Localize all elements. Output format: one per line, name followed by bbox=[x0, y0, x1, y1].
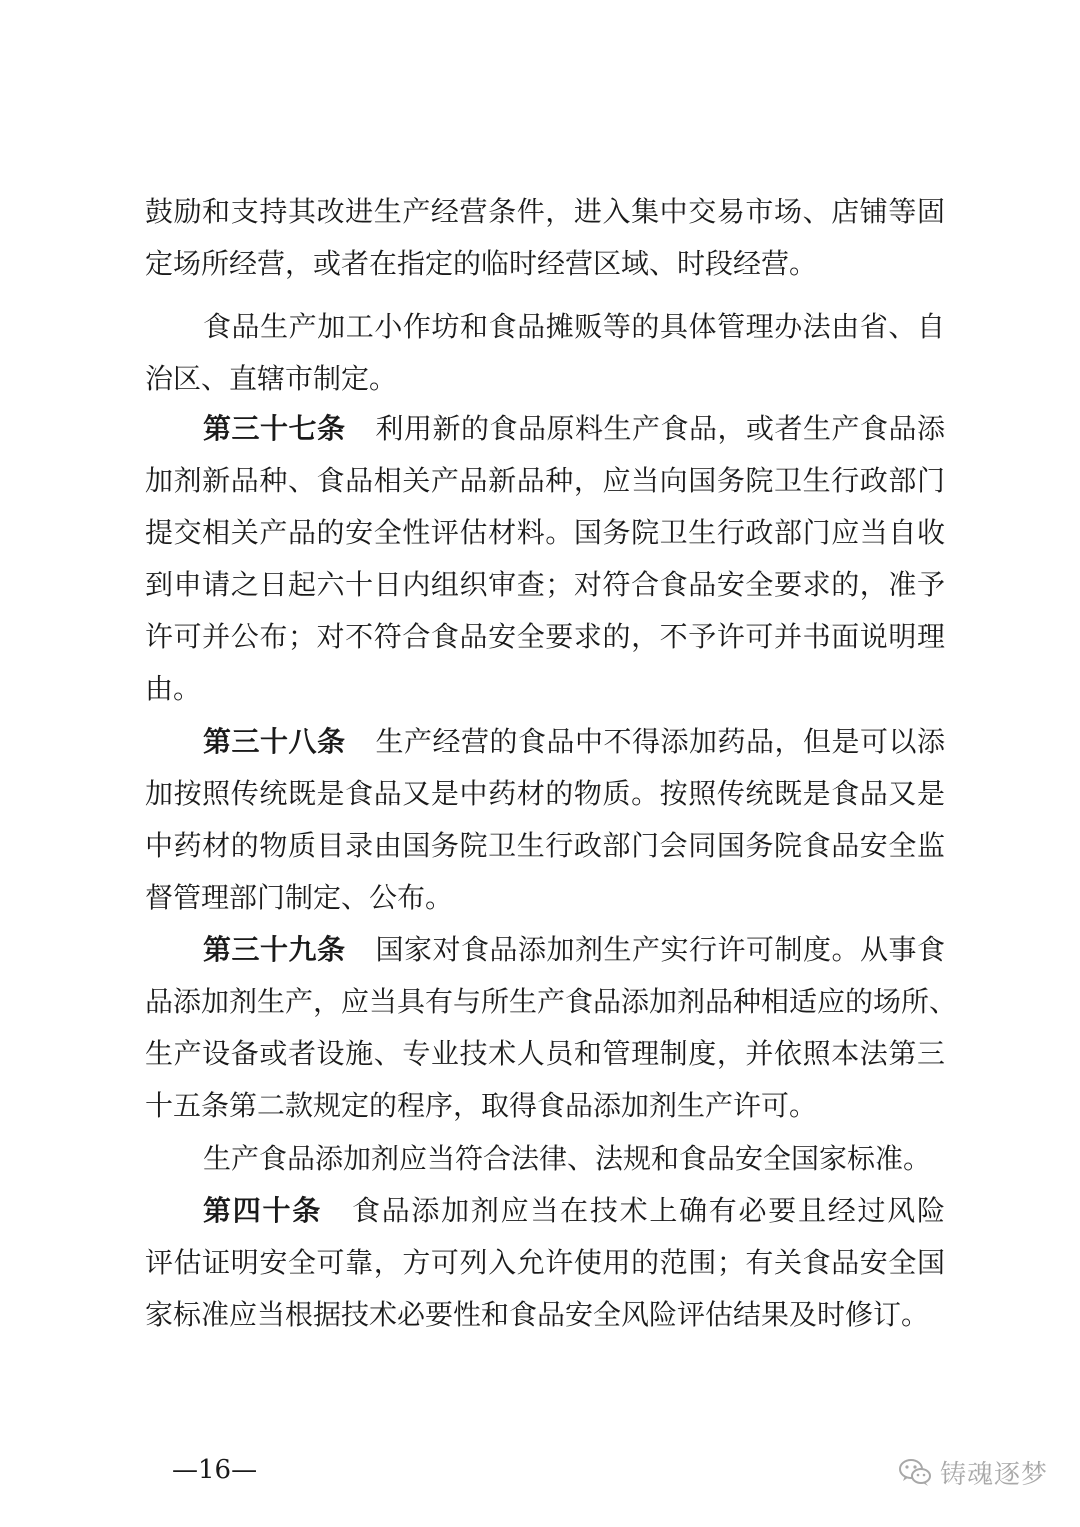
text-line: 治区、直辖市制定。 bbox=[145, 362, 398, 395]
text-segment: 生产经营的食品中不得添加药品，但是可以添 bbox=[375, 725, 945, 758]
text-line: 生产食品添加剂应当符合法律、法规和食品安全国家标准。 bbox=[203, 1142, 932, 1175]
text-line: 生产设备或者设施、专业技术人员和管理制度，并依照本法第三 bbox=[145, 1037, 945, 1070]
text-line: 十五条第二款规定的程序，取得食品添加剂生产许可。 bbox=[145, 1089, 818, 1122]
text-line: 加按照传统既是食品又是中药材的物质。按照传统既是食品又是 bbox=[145, 777, 945, 810]
text-line: 中药材的物质目录由国务院卫生行政部门会同国务院食品安全监 bbox=[145, 829, 945, 862]
text-line: 到申请之日起六十日内组织审查；对符合食品安全要求的，准予 bbox=[145, 568, 945, 601]
article-first-line bbox=[203, 407, 945, 451]
article-first-line bbox=[203, 928, 945, 972]
article-number: 第三十八条 bbox=[203, 725, 346, 758]
text-line: 提交相关产品的安全性评估材料。国务院卫生行政部门应当自收 bbox=[145, 516, 945, 549]
wechat-icon bbox=[898, 1457, 932, 1487]
watermark bbox=[898, 1450, 1048, 1494]
page-number: —16— bbox=[172, 1455, 258, 1485]
text-line: 评估证明安全可靠，方可列入允许使用的范围；有关食品安全国 bbox=[145, 1246, 945, 1279]
text-line: 家标准应当根据技术必要性和食品安全风险评估结果及时修订。 bbox=[145, 1298, 930, 1331]
watermark-text: 铸魂逐梦 bbox=[940, 1459, 1049, 1490]
article-number: 第四十条 bbox=[203, 1194, 322, 1227]
text-line: 由。 bbox=[145, 672, 202, 705]
text-line: 定场所经营，或者在指定的临时经营区域、时段经营。 bbox=[145, 247, 818, 280]
article-first-line bbox=[203, 720, 945, 764]
text-line: 食品生产加工小作坊和食品摊贩等的具体管理办法由省、自 bbox=[203, 310, 945, 343]
text-line: 许可并公布；对不符合食品安全要求的，不予许可并书面说明理 bbox=[145, 620, 945, 653]
article-first-line bbox=[203, 1189, 945, 1233]
text-line: 鼓励和支持其改进生产经营条件，进入集中交易市场、店铺等固 bbox=[145, 195, 945, 228]
text-line: 督管理部门制定、公布。 bbox=[145, 881, 454, 914]
text-segment: 食品添加剂应当在技术上确有必要且经过风险 bbox=[351, 1194, 945, 1227]
text-line: 品添加剂生产，应当具有与所生产食品添加剂品种相适应的场所、 bbox=[145, 985, 958, 1018]
text-segment: 国家对食品添加剂生产实行许可制度。从事食 bbox=[375, 933, 945, 966]
text-line: 加剂新品种、食品相关产品新品种，应当向国务院卫生行政部门 bbox=[145, 464, 945, 497]
article-number: 第三十七条 bbox=[203, 412, 346, 445]
text-segment: 利用新的食品原料生产食品，或者生产食品添 bbox=[375, 412, 945, 445]
article-number: 第三十九条 bbox=[203, 933, 346, 966]
